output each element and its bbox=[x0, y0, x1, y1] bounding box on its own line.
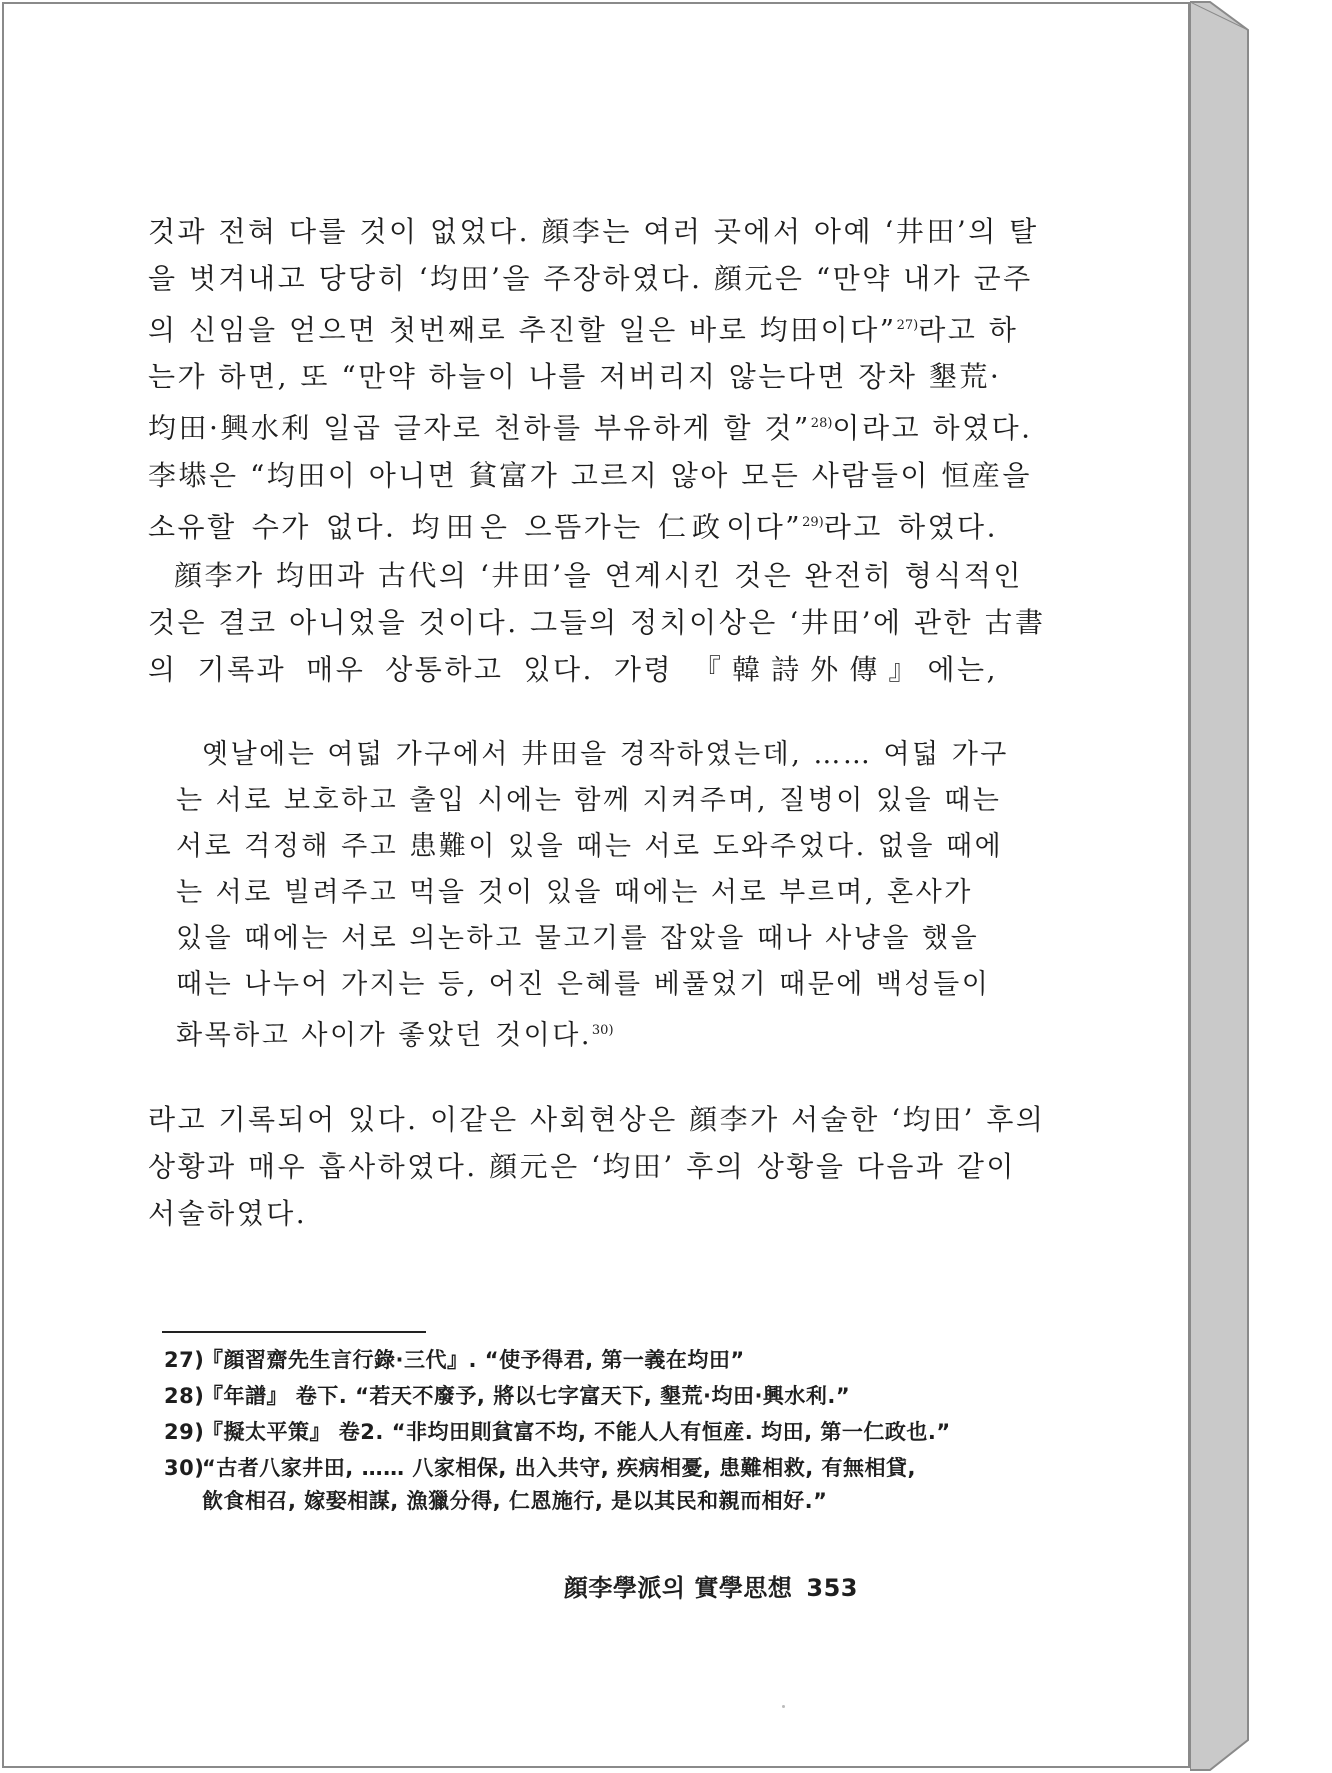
page-number: 353 bbox=[806, 1574, 858, 1602]
paragraph-2 bbox=[148, 552, 1046, 693]
footnote-number: 28) bbox=[164, 1384, 205, 1408]
footnote-text: “古者八家井田, …… 八家相保, 出入共守, 疾病相憂, 患難相救, 有無相貸, bbox=[202, 1456, 917, 1480]
quote-line: 는 서로 보호하고 출입 시에는 함께 지켜주며, 질병이 있을 때는 bbox=[176, 785, 1002, 816]
text-line: 것과 전혀 다를 것이 없었다. 顔李는 여러 곳에서 아예 ‘井田’의 탈 bbox=[148, 215, 1039, 248]
quote-line: 서로 걱정해 주고 患難이 있을 때는 서로 도와주었다. 없을 때에 bbox=[176, 831, 1004, 862]
block-quote bbox=[176, 732, 1009, 1059]
footnote-number: 29) bbox=[164, 1420, 205, 1444]
scan-speck bbox=[782, 1705, 785, 1708]
text-line: 均田·興水利 일곱 글자로 천하를 부유하게 할 것”$^{28)}$이라고 하였다. bbox=[148, 411, 1033, 445]
text-line: 을 벗겨내고 당당히 ‘均田’을 주장하였다. 顔元은 “만약 내가 군주 bbox=[148, 262, 1033, 295]
paragraph-1 bbox=[148, 208, 1039, 550]
quote-line: 때는 나누어 가지는 등, 어진 은혜를 베풀었기 때문에 백성들이 bbox=[176, 969, 991, 1000]
book-page-edge bbox=[1190, 0, 1250, 1773]
footnote-number: 30) bbox=[164, 1456, 205, 1480]
text-line: 의 신임을 얻으면 첫번째로 추진할 일은 바로 均田이다”$^{27)}$라고 하 bbox=[148, 313, 1019, 347]
footnote-ref-30[interactable]: 30) bbox=[591, 1023, 614, 1038]
footnote-divider bbox=[162, 1331, 426, 1333]
footnote-ref-29[interactable]: 29) bbox=[802, 514, 824, 530]
footnote-28 bbox=[164, 1380, 1014, 1413]
text-line: 서술하였다. bbox=[148, 1197, 308, 1230]
quote-line: 화목하고 사이가 좋았던 것이다.$^{30)}$ bbox=[176, 1020, 614, 1051]
footnote-ref-28[interactable]: 28) bbox=[810, 416, 833, 432]
footnote-number: 27) bbox=[164, 1348, 205, 1372]
quote-line: 있을 때에는 서로 의논하고 물고기를 잡았을 때나 사냥을 했을 bbox=[176, 923, 980, 954]
footnote-text: 『顔習齋先生言行錄·三代』. “使予得君, 第一義在均田” bbox=[202, 1348, 745, 1372]
footnote-30 bbox=[164, 1452, 1014, 1518]
text-line: 李塨은 “均田이 아니면 貧富가 고르지 않아 모든 사람들이 恒産을 bbox=[148, 458, 1032, 492]
footnote-text: 『年譜』 卷下. “若天不廢予, 將以七字富天下, 墾荒·均田·興水利.” bbox=[202, 1384, 851, 1408]
footnote-ref-27[interactable]: 27) bbox=[896, 318, 919, 333]
text-line: 상황과 매우 흡사하였다. 顔元은 ‘均田’ 후의 상황을 다음과 같이 bbox=[148, 1150, 1016, 1183]
quote-line: 옛날에는 여덟 가구에서 井田을 경작하였는데, …… 여덟 가구 bbox=[202, 739, 1009, 770]
text-line: 소유할 수가 없다. 均田은 으뜸가는 仁政이다”$^{29)}$라고 하였다. bbox=[148, 509, 998, 543]
footnote-text: 『擬太平策』 卷2. “非均田則貧富不均, 不能人人有恒産. 均田, 第一仁政也.” bbox=[202, 1420, 951, 1444]
footnote-text-continued: 飮食相召, 嫁娶相謀, 漁獵分得, 仁恩施行, 是以其民和親而相好.” bbox=[202, 1489, 828, 1513]
text-line: 顔李가 均田과 古代의 ‘井田’을 연계시킨 것은 완전히 형식적인 bbox=[174, 559, 1023, 592]
paragraph-3 bbox=[148, 1096, 1046, 1237]
footnote-27 bbox=[164, 1344, 1014, 1377]
running-head bbox=[564, 1568, 858, 1603]
text-line: 라고 기록되어 있다. 이같은 사회현상은 顔李가 서술한 ‘均田’ 후의 bbox=[148, 1103, 1046, 1136]
quote-line: 는 서로 빌려주고 먹을 것이 있을 때에는 서로 부르며, 혼사가 bbox=[176, 877, 973, 908]
footnote-29 bbox=[164, 1416, 1014, 1449]
text-line: 것은 결코 아니었을 것이다. 그들의 정치이상은 ‘井田’에 관한 古書 bbox=[148, 606, 1046, 639]
text-line: 는가 하면, 또 “만약 하늘이 나를 저버리지 않는다면 장차 墾荒· bbox=[148, 360, 1002, 394]
text-line: 의 기록과 매우 상통하고 있다. 가령 『韓詩外傳』에는, bbox=[148, 653, 998, 686]
running-head-title: 顔李學派의 實學思想 bbox=[563, 1574, 793, 1602]
